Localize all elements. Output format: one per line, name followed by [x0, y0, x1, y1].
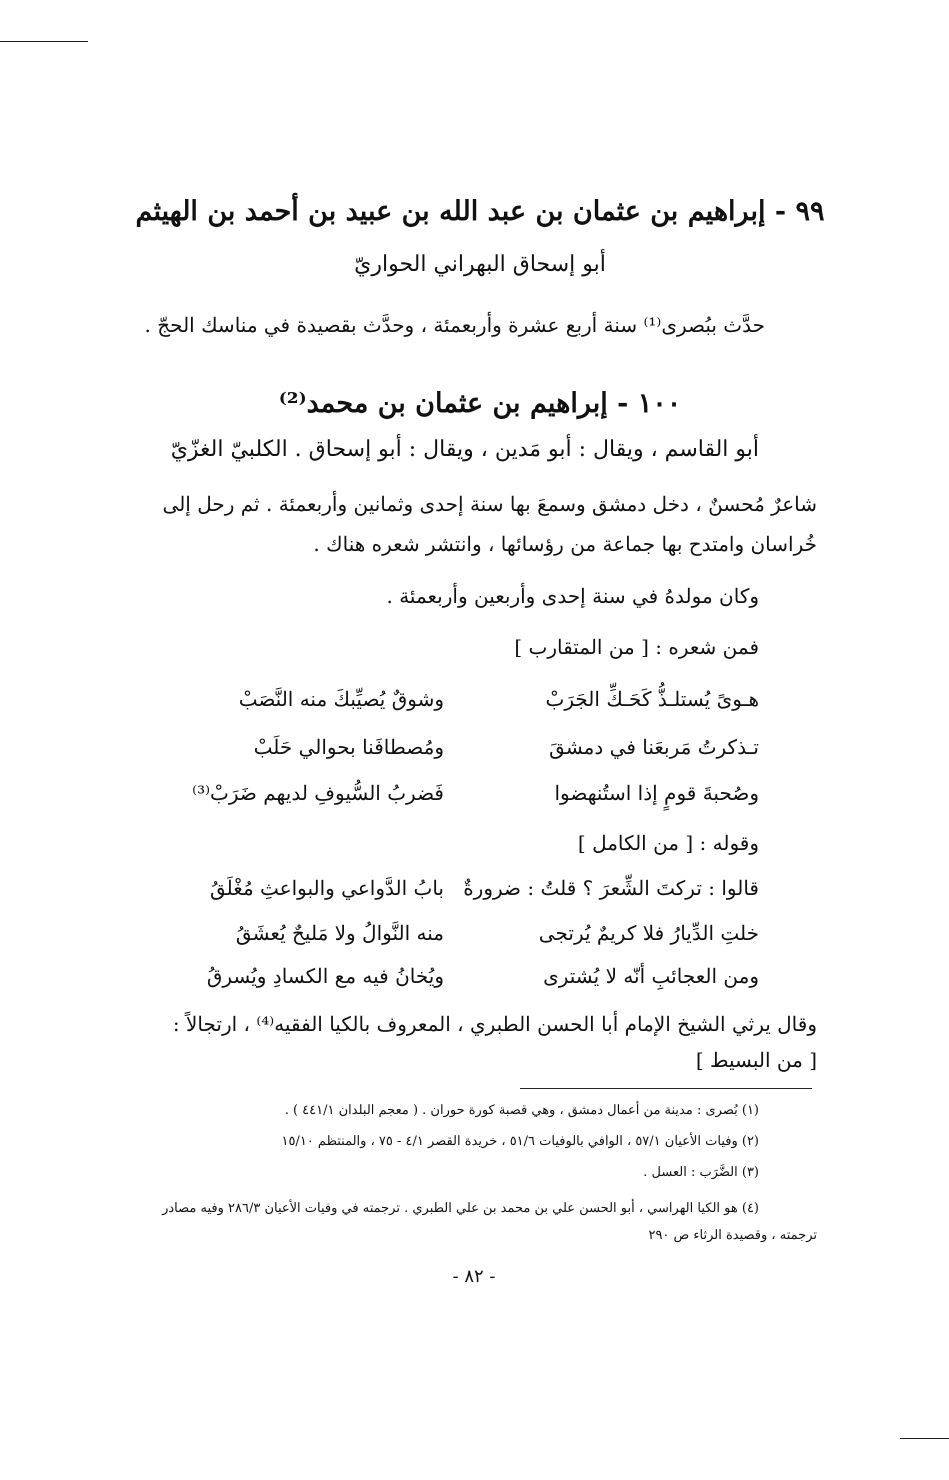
entry-100-heading: ١٠٠ - إبراهيم بن عثمان بن محمد⁽²⁾	[278, 388, 682, 419]
poem-1-verse-2-right: تـذكرتُ مَربعَنا في دمشقَ	[549, 735, 759, 759]
page-number: - ٨٢ -	[452, 1266, 496, 1287]
poem-2-verse-1-left: بابُ الدَّواعي والبواعثِ مُغْلَقُ	[210, 876, 444, 900]
entry-99-text: حدَّث ببُصرى⁽¹⁾ سنة أربع عشرة وأربعمئة ، وحدَّث بقصيدة في مناسك الحجّ .	[144, 313, 765, 337]
poem-2-verse-1-right: قالوا : تركتَ الشِّعرَ ؟ قلتُ : ضرورةٌ	[463, 876, 759, 900]
poem-2-intro: وقوله : [ من الكامل ]	[577, 831, 759, 855]
footnote-4-line1: (٤) هو الكيا الهراسي ، أبو الحسن علي بن محمد بن علي الطبري . ترجمته في وفيات الأعيان ٢٨٦/٣ وفيه مصادر	[162, 1201, 759, 1216]
top-left-rule	[0, 41, 88, 42]
footnote-2: (٢) وفيات الأعيان ٥٧/١ ، الوافي بالوفيات ٥١/٦ ، خريدة القصر ٤/١ - ٧٥ ، والمنتظم ١٥/١٠	[281, 1134, 759, 1149]
bottom-right-rule	[900, 1438, 949, 1439]
footnote-separator	[520, 1088, 812, 1089]
poem-2-verse-3-right: ومن العجائبِ أنّه لا يُشترى	[543, 964, 759, 988]
entry-100-para3-line2: [ من البسيط ]	[695, 1048, 817, 1072]
poem-2-verse-2-left: منه النَّوالُ ولا مَليحٌ يُعشَقُ	[235, 921, 444, 945]
footnote-1: (١) بُصرى : مدينة من أعمال دمشق ، وهي قصبة كورة حوران . ( معجم البلدان ٤٤١/١ ) .	[284, 1103, 759, 1118]
poem-1-verse-3-right: وصُحبةَ قومٍ إذا استُنهضوا	[554, 781, 759, 805]
entry-100-para2: وكان مولدهُ في سنة إحدى وأربعين وأربعمئة .	[386, 584, 759, 608]
entry-99-heading: ٩٩ - إبراهيم بن عثمان بن عبد الله بن عبيد بن أحمد بن الهيثم	[135, 196, 825, 227]
poem-2-verse-2-right: خلتِ الدِّيارُ فلا كريمٌ يُرتجى	[538, 921, 759, 945]
poem-1-verse-1-right: هـوىً يُستلـذُّ كَحَـكِّ الجَرَبْ	[545, 687, 759, 711]
poem-1-verse-2-left: ومُصطافَنا بحوالي حَلَبْ	[253, 735, 444, 759]
poem-1-intro: فمن شعره : [ من المتقارب ]	[514, 635, 759, 659]
entry-100-para1-line1: شاعرٌ مُحسنٌ ، دخل دمشق وسمعَ بها سنة إحدى وثمانين وأربعمئة . ثم رحل إلى	[162, 492, 817, 516]
footnote-3: (٣) الضَّرَب : العسل .	[643, 1165, 759, 1180]
poem-2-verse-3-left: ويُخانُ فيه مع الكسادِ ويُسرقُ	[206, 964, 444, 988]
entry-100-para1-line2: خُراسان وامتدح بها جماعة من رؤسائها ، وانتشر شعره هناك .	[313, 532, 817, 556]
poem-1-verse-3-left: فَضربُ السُّيوفِ لديهم ضَرَبْ⁽³⁾	[192, 781, 444, 805]
entry-100-para3-line1: وقال يرثي الشيخ الإمام أبا الحسن الطبري ، المعروف بالكيا الفقيه⁽⁴⁾ ، ارتجالاً :	[172, 1012, 817, 1036]
entry-100-subheading: أبو القاسم ، ويقال : أبو مَدين ، ويقال : أبو إسحاق . الكلبيّ الغزّيّ	[170, 437, 759, 462]
entry-99-subheading: أبو إسحاق البهراني الحواريّ	[354, 252, 606, 277]
footnote-4-line2: ترجمته ، وقصيدة الرثاء ص ٢٩٠	[648, 1228, 817, 1243]
poem-1-verse-1-left: وشوقٌ يُصيِّبكَ منه النَّصَبْ	[238, 687, 444, 711]
